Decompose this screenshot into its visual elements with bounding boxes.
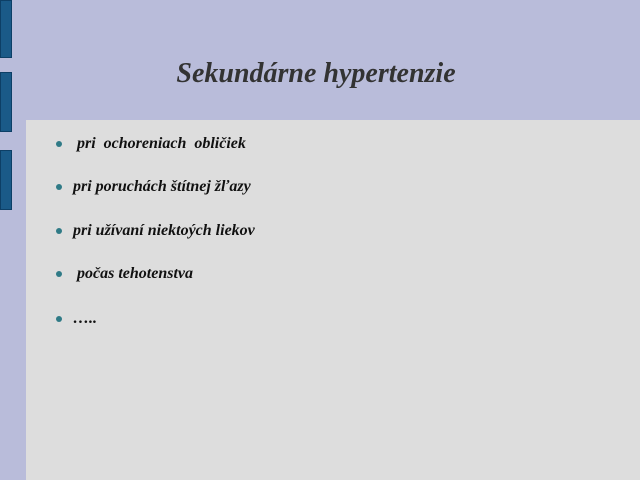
bullet-text: pri poruchách štítnej žľazy	[73, 178, 251, 195]
bullet-item	[26, 222, 626, 244]
bullet-text: …..	[73, 310, 97, 327]
bullet-item	[26, 135, 626, 157]
bullet-text: počas tehotenstva	[73, 265, 193, 282]
bullet-icon	[56, 141, 62, 147]
bullet-text: pri užívaní niektoých liekov	[73, 222, 255, 239]
bullet-item	[26, 178, 626, 200]
bullet-icon	[56, 184, 62, 190]
content-area	[26, 120, 640, 480]
bullet-icon	[56, 228, 62, 234]
bullet-icon	[56, 316, 62, 322]
left-sidebar	[0, 0, 26, 480]
slide-title: Sekundárne hypertenzie	[176, 58, 456, 89]
decorative-tab	[0, 72, 12, 132]
bullet-item	[26, 265, 626, 287]
decorative-tab	[0, 0, 12, 58]
bullet-text: pri ochoreniach obličiek	[73, 135, 246, 152]
bullet-item	[26, 310, 626, 332]
decorative-tab	[0, 150, 12, 210]
bullet-icon	[56, 271, 62, 277]
